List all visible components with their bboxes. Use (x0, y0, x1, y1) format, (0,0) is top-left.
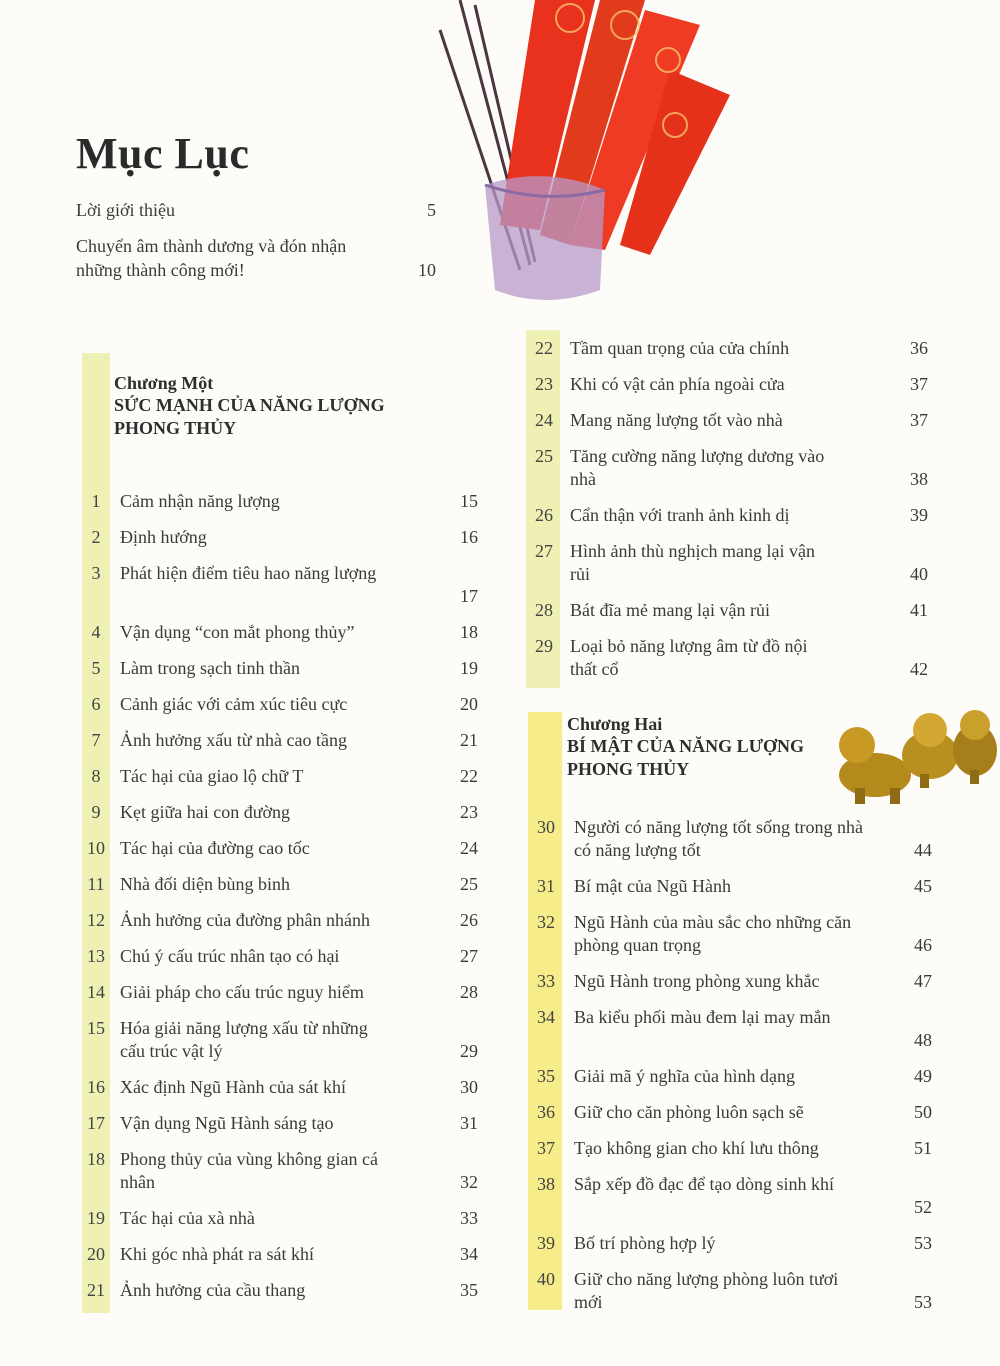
entry-number: 14 (87, 982, 105, 1002)
toc-entry[interactable] (530, 1173, 932, 1219)
entry-page: 23 (460, 802, 478, 822)
entry-number: 34 (537, 1007, 555, 1027)
entry-text: Ngũ Hành của màu sắc cho những căn phòng quan trọng (574, 912, 852, 955)
toc-entry[interactable] (82, 945, 478, 968)
entry-page: 35 (460, 1280, 478, 1300)
entry-text: Tác hại của xà nhà (120, 1208, 255, 1228)
entry-text: Bí mật của Ngũ Hành (574, 876, 731, 896)
toc-entry[interactable] (530, 1232, 932, 1255)
entry-text: Cẩn thận với tranh ảnh kinh dị (570, 505, 790, 525)
entry-page: 26 (460, 910, 478, 930)
entry-number: 3 (91, 563, 101, 583)
entry-text: Tạo không gian cho khí lưu thông (574, 1138, 819, 1158)
entry-text: Loại bỏ năng lượng âm từ đồ nội thất cổ (570, 636, 808, 679)
entry-number: 36 (537, 1102, 555, 1122)
chapter-2-heading (567, 714, 837, 781)
toc-entry[interactable] (82, 1076, 478, 1099)
entry-number: 37 (537, 1138, 555, 1158)
entry-page: 53 (914, 1233, 932, 1253)
entry-number: 22 (535, 338, 553, 358)
entry-text: Làm trong sạch tinh thần (120, 658, 300, 678)
entry-text: Ảnh hưởng của đường phân nhánh (120, 910, 371, 930)
entry-page: 49 (914, 1066, 932, 1086)
entry-page: 19 (460, 658, 478, 678)
entry-number: 31 (537, 876, 555, 896)
toc-entry[interactable] (82, 1148, 478, 1194)
intro-section (76, 198, 446, 294)
entry-number: 21 (87, 1280, 105, 1300)
entry-text: Cảnh giác với cảm xúc tiêu cực (120, 694, 348, 714)
entry-text: Xác định Ngũ Hành của sát khí (120, 1077, 346, 1097)
entry-text: Vận dụng “con mắt phong thủy” (120, 622, 355, 642)
entry-number: 32 (537, 912, 555, 932)
entry-page: 52 (914, 1197, 932, 1217)
entry-number: 27 (535, 541, 553, 561)
entry-number: 19 (87, 1208, 105, 1228)
entry-page: 30 (460, 1077, 478, 1097)
entry-page: 53 (914, 1292, 932, 1312)
toc-entry[interactable] (82, 1017, 478, 1063)
entry-page: 10 (418, 260, 436, 280)
entry-page: 17 (460, 586, 478, 606)
entry-text: Giải pháp cho cấu trúc nguy hiểm (120, 982, 364, 1002)
entry-number: 35 (537, 1066, 555, 1086)
entry-page: 42 (910, 659, 928, 679)
toc-entry[interactable] (528, 540, 928, 586)
entry-page: 50 (914, 1102, 932, 1122)
entry-page: 15 (460, 491, 478, 511)
entry-page: 40 (910, 564, 928, 584)
entry-page: 39 (910, 505, 928, 525)
entry-text: Vận dụng Ngũ Hành sáng tạo (120, 1113, 334, 1133)
entry-number: 6 (91, 694, 101, 714)
entry-number: 30 (537, 817, 555, 837)
toc-entry[interactable] (528, 599, 928, 622)
toc-entry[interactable] (82, 909, 478, 932)
entry-page: 20 (460, 694, 478, 714)
toc-entry[interactable] (82, 490, 478, 513)
entry-number: 11 (87, 874, 105, 894)
entry-text: Nhà đối diện bùng binh (120, 874, 290, 894)
entry-text: Bát đĩa mẻ mang lại vận rủi (570, 600, 770, 620)
entry-text: Giữ cho năng lượng phòng luôn tươi mới (574, 1269, 839, 1312)
entry-text: Khi có vật cản phía ngoài cửa (570, 374, 785, 394)
toc-entry[interactable] (82, 1243, 478, 1266)
entry-page: 32 (460, 1172, 478, 1192)
page-title: Mục Lục (76, 129, 250, 178)
entry-number: 18 (87, 1149, 105, 1169)
entry-text: Ngũ Hành trong phòng xung khắc (574, 971, 820, 991)
entry-text: Chú ý cấu trúc nhân tạo có hại (120, 946, 340, 966)
toc-entry[interactable] (530, 1065, 932, 1088)
chapter-1-heading (114, 373, 414, 440)
toc-entry[interactable] (82, 693, 478, 716)
entry-text: Phong thủy của vùng không gian cá nhân (120, 1149, 378, 1192)
entry-number: 7 (91, 730, 101, 750)
toc-entry[interactable] (530, 970, 932, 993)
entry-text: Tác hại của đường cao tốc (120, 838, 310, 858)
entry-number: 24 (535, 410, 553, 430)
toc-entry[interactable] (82, 562, 478, 608)
toc-entry[interactable] (82, 801, 478, 824)
entry-text: Kẹt giữa hai con đường (120, 802, 290, 822)
toc-entry-intro[interactable] (76, 198, 446, 222)
toc-entry[interactable] (82, 657, 478, 680)
entry-page: 21 (460, 730, 478, 750)
entry-page: 5 (427, 200, 436, 220)
entry-number: 23 (535, 374, 553, 394)
entry-page: 41 (910, 600, 928, 620)
entry-number: 38 (537, 1174, 555, 1194)
entry-page: 24 (460, 838, 478, 858)
entry-text: Người có năng lượng tốt sống trong nhà có năng lượng tốt (574, 817, 864, 860)
entry-text: Sắp xếp đồ đạc để tạo dòng sinh khí (574, 1174, 834, 1194)
entry-text: Giải mã ý nghĩa của hình dạng (574, 1066, 795, 1086)
entry-page: 31 (460, 1113, 478, 1133)
entry-number: 39 (537, 1233, 555, 1253)
entry-page: 22 (460, 766, 478, 786)
entry-number: 25 (535, 446, 553, 466)
entry-text: Cảm nhận năng lượng (120, 491, 280, 511)
entry-page: 46 (914, 935, 932, 955)
toc-entry[interactable] (528, 373, 928, 396)
toc-entry[interactable] (530, 816, 932, 862)
entry-text: Tác hại của giao lộ chữ T (120, 766, 304, 786)
incense-illustration (430, 0, 730, 320)
entry-text: Khi góc nhà phát ra sát khí (120, 1244, 314, 1264)
entry-page: 47 (914, 971, 932, 991)
toc-entry[interactable] (528, 504, 928, 527)
toc-entry[interactable] (530, 1137, 932, 1160)
entry-page: 25 (460, 874, 478, 894)
entry-page: 18 (460, 622, 478, 642)
entry-number: 10 (87, 838, 105, 858)
toc-entry[interactable] (530, 1268, 932, 1314)
foo-dogs-illustration (835, 700, 1000, 810)
toc-entry[interactable] (528, 635, 928, 681)
entry-number: 5 (91, 658, 101, 678)
entry-page: 16 (460, 527, 478, 547)
entry-number: 2 (91, 527, 101, 547)
toc-entry[interactable] (82, 1207, 478, 1230)
entry-number: 8 (91, 766, 101, 786)
entry-number: 15 (87, 1018, 105, 1038)
entry-text: Ảnh hưởng xấu từ nhà cao tầng (120, 730, 347, 750)
entry-page: 29 (460, 1041, 478, 1061)
entry-number: 28 (535, 600, 553, 620)
toc-entry[interactable] (530, 875, 932, 898)
entry-page: 37 (910, 374, 928, 394)
entry-page: 27 (460, 946, 478, 966)
entry-text: Mang năng lượng tốt vào nhà (570, 410, 783, 430)
entry-number: 20 (87, 1244, 105, 1264)
entry-number: 1 (91, 491, 101, 511)
entry-text: Hình ảnh thù nghịch mang lại vận rủi (570, 541, 815, 584)
entry-number: 13 (87, 946, 105, 966)
entry-text: Tăng cường năng lượng dương vào nhà (570, 446, 825, 489)
entry-page: 36 (910, 338, 928, 358)
toc-entry[interactable] (82, 765, 478, 788)
toc-entry[interactable] (82, 621, 478, 644)
entry-number: 12 (87, 910, 105, 930)
chapter-label: Chương Hai (567, 714, 663, 734)
entry-page: 51 (914, 1138, 932, 1158)
entry-text: Chuyển âm thành dương và đón nhận những thành công mới! (76, 236, 347, 280)
entry-number: 26 (535, 505, 553, 525)
entry-number: 33 (537, 971, 555, 991)
toc-entry-intro[interactable] (76, 234, 446, 282)
toc-entry[interactable] (82, 837, 478, 860)
toc-entry[interactable] (530, 1101, 932, 1124)
entry-number: 17 (87, 1113, 105, 1133)
entry-text: Lời giới thiệu (76, 200, 176, 220)
entry-text: Phát hiện điểm tiêu hao năng lượng (120, 563, 377, 583)
toc-entry[interactable] (82, 981, 478, 1004)
toc-entry[interactable] (530, 911, 932, 957)
entry-text: Tầm quan trọng của cửa chính (570, 338, 790, 358)
entry-text: Giữ cho căn phòng luôn sạch sẽ (574, 1102, 804, 1122)
entry-text: Định hướng (120, 527, 207, 547)
entry-page: 28 (460, 982, 478, 1002)
toc-entry[interactable] (82, 873, 478, 896)
entry-text: Ba kiểu phối màu đem lại may mắn (574, 1007, 831, 1027)
entry-page: 44 (914, 840, 932, 860)
chapter-label: Chương Một (114, 373, 214, 393)
toc-entry[interactable] (530, 1006, 932, 1052)
entry-page: 45 (914, 876, 932, 896)
toc-entry[interactable] (528, 445, 928, 491)
entry-page: 37 (910, 410, 928, 430)
entry-text: Hóa giải năng lượng xấu từ những cấu trúc vật lý (120, 1018, 368, 1061)
chapter-title: SỨC MẠNH CỦA NĂNG LƯỢNG PHONG THỦY (114, 395, 385, 438)
entry-number: 16 (87, 1077, 105, 1097)
toc-entry[interactable] (82, 1112, 478, 1135)
entry-page: 34 (460, 1244, 478, 1264)
entry-page: 38 (910, 469, 928, 489)
toc-entry[interactable] (528, 337, 928, 360)
entry-text: Ảnh hưởng của cầu thang (120, 1280, 306, 1300)
toc-entry[interactable] (82, 526, 478, 549)
entry-number: 9 (91, 802, 101, 822)
entry-number: 40 (537, 1269, 555, 1289)
entry-text: Bố trí phòng hợp lý (574, 1233, 716, 1253)
toc-entry[interactable] (528, 409, 928, 432)
entry-number: 4 (91, 622, 101, 642)
chapter-title: BÍ MẬT CỦA NĂNG LƯỢNG PHONG THỦY (567, 736, 805, 779)
entry-number: 29 (535, 636, 553, 656)
toc-entry[interactable] (82, 729, 478, 752)
toc-entry[interactable] (82, 1279, 478, 1302)
entry-page: 48 (914, 1030, 932, 1050)
entry-page: 33 (460, 1208, 478, 1228)
